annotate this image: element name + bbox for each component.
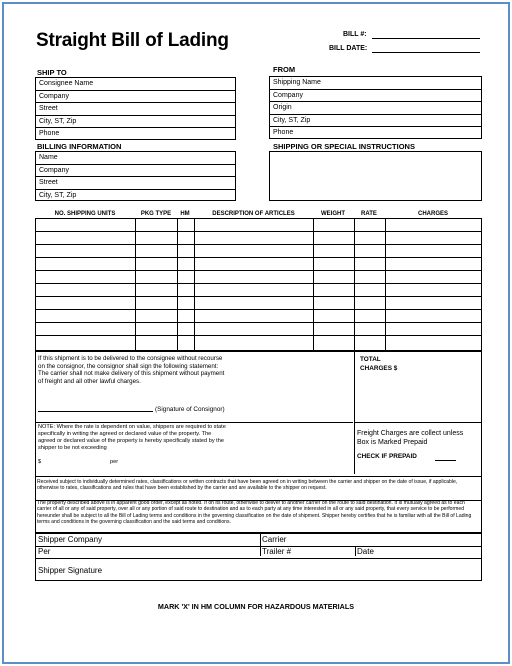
from-heading: FROM bbox=[273, 65, 296, 74]
billing-company-field[interactable]: Company bbox=[36, 165, 235, 178]
ship-to-consignee-field[interactable]: Consignee Name bbox=[36, 78, 235, 91]
instructions-field[interactable] bbox=[269, 151, 482, 201]
col-description: DESCRIPTION OF ARTICLES bbox=[212, 211, 295, 217]
consignor-signature-field[interactable] bbox=[38, 411, 153, 412]
total-charges-label: CHARGES $ bbox=[360, 365, 398, 372]
declared-value-dollar: $ bbox=[38, 459, 42, 465]
ship-to-phone-field[interactable]: Phone bbox=[39, 130, 60, 137]
terms-paragraph-1: Received subject to individually determined rates, classifications or written contracts that have been agreed on in writing between the carrier and shipper on the date of issue, if applicable, otherwise to rates, classifications and rules that have been established by the carrier and are available to the shipper on request. bbox=[37, 479, 458, 492]
instructions-heading: SHIPPING OR SPECIAL INSTRUCTIONS bbox=[273, 142, 415, 151]
trailer-field[interactable]: Trailer # bbox=[262, 547, 292, 556]
items-table bbox=[35, 218, 482, 351]
billing-street-field[interactable]: Street bbox=[36, 177, 235, 190]
bill-number-field[interactable] bbox=[372, 38, 480, 39]
shipper-company-field[interactable]: Shipper Company bbox=[38, 535, 103, 544]
ship-to-company-field[interactable]: Company bbox=[36, 91, 235, 104]
terms-paragraph-2: The property described above is in apparent good order, except as noted. If on its route, otherwise to deliver to another carrier on the route to said destination. It is mutually agreed as to each carrier of all or any of said property, over all or any portion of said route to destination and as to each party at any time interested in all or any said property, that every service to be performed hereunder shall be subject to all the Bill of Lading terms and conditions in the governing classification on the date of shipment. Shipper hereby certifies that he is familiar with all the Bill of Lading terms and conditions in the governing classification and the said terms and conditions. bbox=[37, 500, 472, 526]
date-field[interactable]: Date bbox=[357, 547, 374, 556]
freight-collect-text: Freight Charges are collect unless Box is Marked Prepaid bbox=[357, 430, 464, 446]
from-company-field[interactable]: Company bbox=[270, 90, 481, 103]
document-title: Straight Bill of Lading bbox=[36, 30, 229, 51]
col-hm: HM bbox=[180, 211, 190, 217]
from-city-field[interactable]: City, ST, Zip bbox=[270, 115, 481, 128]
bill-number-label: BILL #: bbox=[343, 31, 367, 38]
from-box bbox=[269, 76, 482, 139]
from-shipping-name-field[interactable]: Shipping Name bbox=[270, 77, 481, 90]
col-pkg-type: PKG TYPE bbox=[140, 211, 172, 217]
hazmat-footer-note: MARK 'X' IN HM COLUMN FOR HAZARDOUS MATERIALS bbox=[157, 602, 355, 611]
check-prepaid-label: CHECK IF PREPAID bbox=[357, 453, 417, 460]
total-label: TOTAL bbox=[360, 356, 381, 363]
billing-name-field[interactable]: Name bbox=[36, 152, 235, 165]
bill-date-field[interactable] bbox=[372, 52, 480, 53]
bill-date-label: BILL DATE: bbox=[329, 45, 368, 52]
col-shipping-units: NO. SHIPPING UNITS bbox=[54, 211, 116, 217]
shipper-signature-field[interactable]: Shipper Signature bbox=[38, 566, 103, 575]
col-rate: RATE bbox=[361, 211, 377, 217]
check-prepaid-box[interactable] bbox=[435, 460, 456, 461]
billing-box bbox=[35, 151, 236, 201]
col-weight: WEIGHT bbox=[321, 211, 345, 217]
declared-value-note: NOTE: Where the rate is dependent on value, shippers are required to state specifically in writing the agreed or declared value of the property. The agreed or declared value of the property is hereby specifically stated by the shipper to be not exceeding bbox=[38, 424, 226, 451]
ship-to-street-field[interactable]: Street bbox=[36, 103, 235, 116]
consignor-statement: If this shipment is to be delivered to the consignee without recourse on the consignor, the consignor shall sign the following statement: The carrier shall not make delivery of this shipment without payment of freight and all other lawful charges. bbox=[38, 355, 225, 385]
ship-to-city-field[interactable]: City, ST, Zip bbox=[36, 116, 235, 129]
ship-to-box bbox=[35, 77, 236, 140]
billing-heading: BILLING INFORMATION bbox=[37, 142, 122, 151]
col-charges: CHARGES bbox=[417, 211, 448, 217]
signature-block bbox=[35, 533, 482, 581]
consignor-signature-label: (Signature of Consignor) bbox=[155, 406, 225, 413]
per-field[interactable]: Per bbox=[38, 547, 51, 556]
ship-to-heading: SHIP TO bbox=[37, 68, 67, 77]
carrier-field[interactable]: Carrier bbox=[262, 535, 287, 544]
from-phone-field[interactable]: Phone bbox=[273, 129, 294, 136]
declared-value-per: per bbox=[110, 459, 119, 465]
from-origin-field[interactable]: Origin bbox=[270, 102, 481, 115]
billing-city-field[interactable]: City, ST, Zip bbox=[39, 191, 77, 199]
